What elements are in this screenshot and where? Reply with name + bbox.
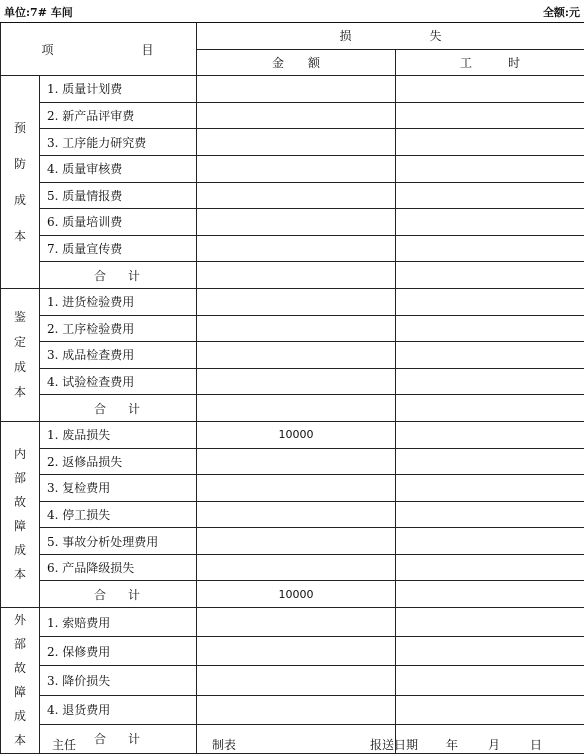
amount-cell [197, 288, 396, 315]
amount-cell [197, 475, 396, 502]
total-amount-cell [197, 395, 396, 422]
table-body [1, 76, 584, 754]
amount-column-header: 金 额 [197, 49, 396, 76]
item-label: 3. 复检费用 [40, 475, 197, 502]
hours-cell [396, 102, 584, 129]
month-label: 月 [488, 736, 500, 753]
item-column-header: 项 目 [1, 23, 197, 76]
table-row [1, 637, 584, 666]
quality-cost-table [0, 22, 584, 754]
day-label: 日 [530, 736, 542, 753]
total-row [1, 395, 584, 422]
amount-cell [197, 129, 396, 156]
item-label: 2. 新产品评审费 [40, 102, 197, 129]
table-row [1, 76, 584, 103]
report-date-label: 报送日期 [370, 736, 418, 753]
hours-cell [396, 695, 584, 724]
year-label: 年 [446, 736, 458, 753]
hours-cell [396, 501, 584, 528]
amount-cell [197, 666, 396, 695]
hours-cell [396, 76, 584, 103]
item-label: 6. 质量培训费 [40, 209, 197, 236]
item-label: 1. 索赔费用 [40, 608, 197, 637]
table-row [1, 448, 584, 475]
item-label: 3. 工序能力研究费 [40, 129, 197, 156]
item-label: 1. 废品损失 [40, 421, 197, 448]
item-label: 2. 返修品损失 [40, 448, 197, 475]
amount-cell [197, 182, 396, 209]
amount-cell [197, 235, 396, 262]
total-label: 合计 [40, 581, 197, 608]
total-hours-cell [396, 581, 584, 608]
hours-cell [396, 155, 584, 182]
table-row [1, 554, 584, 581]
total-amount-cell [197, 262, 396, 289]
table-row [1, 501, 584, 528]
category-label: 预防成本 [13, 110, 27, 254]
table-row [1, 475, 584, 502]
table-row [1, 102, 584, 129]
hours-cell [396, 315, 584, 342]
item-label: 3. 成品检查费用 [40, 342, 197, 369]
item-label: 4. 试验检查费用 [40, 368, 197, 395]
item-label: 4. 停工损失 [40, 501, 197, 528]
amount-cell [197, 102, 396, 129]
amount-cell [197, 76, 396, 103]
table-row [1, 528, 584, 555]
hours-cell [396, 608, 584, 637]
hours-cell [396, 421, 584, 448]
hours-cell [396, 554, 584, 581]
amount-cell [197, 155, 396, 182]
total-hours-cell [396, 395, 584, 422]
category-label: 外部故障成本 [13, 608, 27, 752]
hours-cell [396, 448, 584, 475]
hours-cell [396, 209, 584, 236]
total-label: 合计 [40, 724, 197, 753]
hours-cell [396, 342, 584, 369]
item-label: 5. 质量情报费 [40, 182, 197, 209]
hours-cell [396, 637, 584, 666]
amount-cell: 10000 [197, 421, 396, 448]
item-label: 5. 事故分析处理费用 [40, 528, 197, 555]
hours-cell [396, 129, 584, 156]
unit-label: 单位:7# 车间 [4, 4, 73, 20]
amount-unit-label: 全额:元 [543, 4, 580, 20]
amount-cell [197, 209, 396, 236]
hours-cell [396, 182, 584, 209]
amount-cell [197, 315, 396, 342]
table-row [1, 155, 584, 182]
hours-cell [396, 368, 584, 395]
table-row [1, 288, 584, 315]
table-row [1, 421, 584, 448]
table-row [1, 182, 584, 209]
table-row [1, 209, 584, 236]
table-row [1, 315, 584, 342]
hours-cell [396, 528, 584, 555]
total-hours-cell [396, 262, 584, 289]
table-row [1, 342, 584, 369]
total-row [1, 262, 584, 289]
total-amount-cell: 10000 [197, 581, 396, 608]
table-row [1, 235, 584, 262]
item-label: 2. 工序检验费用 [40, 315, 197, 342]
hours-cell [396, 235, 584, 262]
amount-cell [197, 501, 396, 528]
category-label: 鉴定成本 [13, 305, 27, 405]
hours-column-header: 工 时 [396, 49, 584, 76]
category-cell [1, 76, 40, 289]
amount-cell [197, 342, 396, 369]
item-label: 6. 产品降级损失 [40, 554, 197, 581]
table-row [1, 666, 584, 695]
category-label: 内部故障成本 [13, 442, 27, 586]
item-label: 3. 降价损失 [40, 666, 197, 695]
item-label: 7. 质量宣传费 [40, 235, 197, 262]
loss-column-header: 损失 [197, 23, 584, 50]
amount-cell [197, 637, 396, 666]
total-row [1, 581, 584, 608]
amount-cell [197, 608, 396, 637]
preparer-label: 制表 [212, 736, 236, 753]
category-cell [1, 421, 40, 607]
amount-cell [197, 528, 396, 555]
supervisor-label: 主任 [52, 736, 76, 753]
table-row [1, 129, 584, 156]
category-cell [1, 608, 40, 754]
amount-cell [197, 448, 396, 475]
hours-cell [396, 475, 584, 502]
table-row [1, 695, 584, 724]
amount-cell [197, 368, 396, 395]
item-label: 1. 质量计划费 [40, 76, 197, 103]
total-label: 合计 [40, 395, 197, 422]
amount-cell [197, 554, 396, 581]
hours-cell [396, 666, 584, 695]
category-cell [1, 288, 40, 421]
item-label: 4. 质量审核费 [40, 155, 197, 182]
table-row [1, 368, 584, 395]
total-label: 合计 [40, 262, 197, 289]
item-label: 4. 退货费用 [40, 695, 197, 724]
item-label: 1. 进货检验费用 [40, 288, 197, 315]
hours-cell [396, 288, 584, 315]
amount-cell [197, 695, 396, 724]
item-label: 2. 保修费用 [40, 637, 197, 666]
table-row [1, 608, 584, 637]
